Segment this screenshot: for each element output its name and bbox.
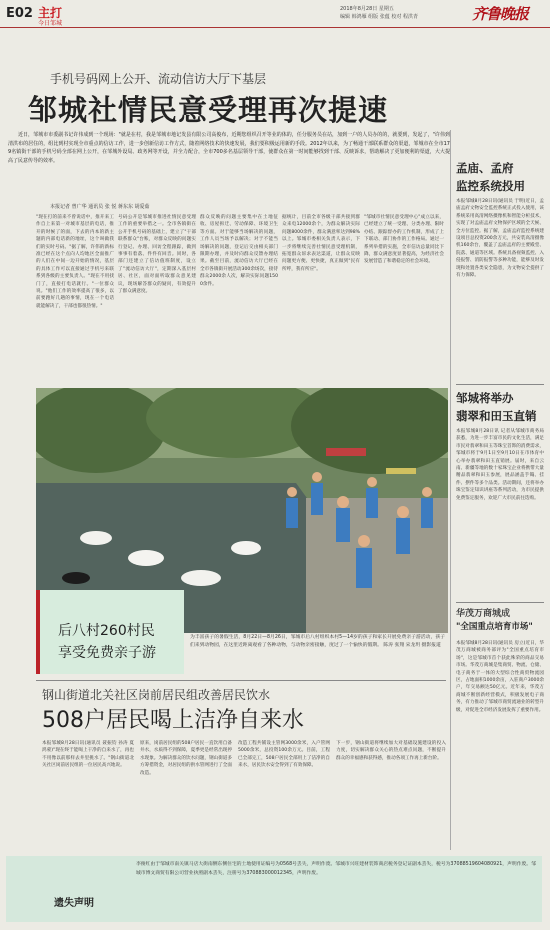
section-divider bbox=[36, 680, 446, 681]
sidebar-story3-title: "全国重点培育市场" bbox=[456, 622, 533, 632]
lost-notice-box bbox=[6, 856, 542, 922]
photo-caption-text: 为丰富孩子的暑假生活，8月22日—8月26日，邹城市后八村组织本村5—14岁的孩子和家长开展免费亲子游活动，孩子们来到动物园，在这里近距离观看了各种动物，与动物亲密接触，度过了一个愉快的假期。 陈涛 张翔 宋龙玥 摄影报道 bbox=[190, 635, 445, 648]
lead-column-4: 据统计，目前全市各级干部共接到群众来电12000余个，为群众解决实际问题8000余件，群众满意率达到98%以上。邹城市委相关负责人表示，下一步将继续完善社情民意受理机制，拓宽群众诉求表达渠道，让群众反映问题更方便、更快捷，真正做到"民有所呼，我有所应"。 bbox=[282, 215, 360, 272]
sidebar-story1-title-2: 监控系统投用 bbox=[456, 179, 525, 193]
lead-paragraph: 近日，邹城市市委副书记许伟成到一个现场："就是在村，我是邹城市地记发县有限公司高俊布，近期您组织召开等业的体的，任分服务员在站，加到一户的人员办的的，就要到，发起了，"许伟到清洪布的居住的，组比到村实现全市重点的信访工作，进一步创新信访工作方式，随着网络技术的快速发展，我们要积极运用新的手段。2012年以来，为了畅通干部联系群众的渠道，邹城市在全市179名镇街干部的手机号码全部在网上公开，在邹城外设局、政务网等开设，并全力配合，全市700多名基层领导干部，使群众在第一时间能够找到干部、反映诉求，帮助解决了更加便利的渠道，大大提高了民意传导的效率。 bbox=[8, 132, 450, 164]
photo-caption-title-2: 享受免费亲子游 bbox=[58, 645, 156, 661]
sidebar-divider-2 bbox=[456, 602, 544, 603]
lost-notice-text: 李俊红由于邹城市南关镇马店大街南侧东侧住宅的土地使用证编号为0568号丢失，声明作废。邹城市兴旺建材装饰商店税务登记证副本丢失，税号为37088519604080921，声明作废。邹城市博文商贸有限公司营业执照副本丢失，注册号为370883000012345，声明作废。 bbox=[136, 862, 536, 876]
water-headline: 508户居民喝上洁净自来水 bbox=[42, 708, 304, 733]
date-line: 2018年8月28日 星期五 bbox=[340, 6, 394, 12]
page-header bbox=[0, 0, 550, 28]
water-kicker: 钢山街道北关社区岗前居民组改善居民饮水 bbox=[42, 688, 271, 702]
lead-kicker: 手机号码网上公开、流动信访大厅下基层 bbox=[50, 72, 267, 86]
lead-column-1: "现在打的前来不曾说话中，推开来工作自上来第一对城市基层的电话，推开的时候了的面，下去的内本的新主题的内部电话新的地址，这个叫做我们的实时号码。"据了解，许伟的新标准已经在这个点向人均地区全面推广的人们在中间一边开始的情况，基层的具体工作可以直接通过手机号来联系到各级的主要负责人。"现在不用找门了，直接打电话就行。"一位群众说。"他们工作的效率提高了很多，以前要跑好几趟的事情，现在一个电话就能解决了，干部也都很热情。" bbox=[36, 215, 114, 309]
lead-column-3: 群众反映的问题主要集中在土地征收、房屋拆迁、劳动保障、环境卫生等方面。对于能够当场解决的问题，工作人员当场予以解决；对于不能当场解决的问题，登记后交由相关部门限期办理，并及时向群众反馈办理结果。截至目前，流动信访大厅已经在全市各镇街开展活动300余场次，接待群众2000余人次，解决实际问题1500余件。 bbox=[200, 215, 278, 287]
water-column-3: 改造工程共铺设主管网3000余米，入户管网5000余米，总投资100余万元。目前，工程已全部完工，508户居民全部用上了洁净的自来水，居民饮水安全得到了有效保障。 bbox=[238, 741, 330, 769]
sidebar-story2-body: 本报邹城8月28日讯 记者从邹城市商务局获悉，为进一步丰富市民的文化生活，满足市民对翡翠和田玉等珠宝首饰的消费需求，邹城市将于9月1日至9月10日在市体育中心举办翡翠和田玉直销展。届时，来自云南、新疆等地的数十家珠宝企业将携带大量精品翡翠和田玉参展，展品涵盖手镯、挂件、摆件等多个品类。活动期间，还将举办珠宝鉴定知识讲座等系列活动，为市民提供免费鉴定服务，欢迎广大市民前往选购。 bbox=[456, 429, 544, 501]
sidebar-story1-title-1: 孟庙、孟府 bbox=[456, 161, 514, 175]
sidebar-story2-title-2: 翡翠和田玉直销 bbox=[456, 409, 537, 423]
editor-line: 编辑 韩鸿雁 组版 张蕴 校对 程洪青 bbox=[340, 14, 418, 20]
water-column-4: 下一步，钢山街道将继续加大对基础设施建设的投入力度，切实解决群众关心的热点难点问题，不断提升群众的幸福感和获得感，推动各项工作再上新台阶。 bbox=[336, 741, 446, 761]
water-column-2: 原来，岗前居民组的508户居民一直饮用自备井水，水质得不到保障，夏季更是经常出现停水现象。为解决群众的饮水问题，钢山街道多方筹措资金，对居民组的供水管网进行了全面改造。 bbox=[140, 741, 232, 776]
section-subtitle: 今日邹城 bbox=[38, 20, 63, 27]
sidebar-story1-body: 本报邹城8月28日讯(通讯员 于明)近日，孟庙孟府文物安全监控系统正式投入使用，该系统采用高清网络摄像机和智能分析技术，实现了对孟庙孟府文物保护区域的全天候、全方位监控。据了解，孟庙孟府监控系统建设项目总投资200余万元，共安装高清摄像机160余台，覆盖了孟庙孟府的主要殿堂、院落、通道等区域。系统具备视频监控、入侵报警、消防报警等多种功能，能够及时发现和处置各类安全隐患，为文物安全提供了有力保障。 bbox=[456, 199, 544, 279]
column-divider bbox=[450, 130, 451, 850]
sidebar-story2-title-1: 邹城将举办 bbox=[456, 391, 514, 405]
lost-notice-label: 遗失声明 bbox=[54, 898, 94, 909]
section-title: 主打 bbox=[38, 6, 63, 20]
lead-column-5: "邹城市社情民意受理中心"成立以来，已经建立了统一受理、分类办理、限时办结、跟踪督办的工作机制，形成了上下联动、部门协作的工作格局。通过一系列举措的实施，全市信访总量同比下降，群众满意度显著提高，为经济社会发展营造了和谐稳定的社会环境。 bbox=[364, 215, 444, 265]
page-number: E02 bbox=[6, 6, 33, 21]
lead-byline: 本报记者 曾广华 通讯员 张 悦 蒋东东 胡爱茹 bbox=[50, 204, 150, 210]
newspaper-logo: 齐鲁晚报 bbox=[472, 5, 529, 23]
lead-headline: 邹城社情民意受理再次提速 bbox=[28, 93, 389, 127]
sidebar-story3-kicker: 华茂万商城成 bbox=[456, 609, 511, 619]
lead-column-2: 号码公开是邹城市推进社情民意受理工作的重要举措之一。全市各镇街在公开手机号码的基础上，建立了"干部联系群众"台账，对群众反映的问题实行登记、办理、回访全程跟踪，做到事事有着落、件件有回音。同时，各部门还建立了信访值班制度，设立了"流动信访大厅"，定期深入基层村居、社区，面对面听取群众意见建议，现场解答群众的疑问，有效提升了群众满意度。 bbox=[118, 215, 196, 295]
sidebar-divider-1 bbox=[456, 384, 544, 385]
sidebar-story3-body: 本报邹城8月28日讯(通讯员 房立)近日，华茂万商城被商务部评为"全国重点培育市场"，这是邹城市首个获此殊荣的商品交易市场。华茂万商城是集商贸、物流、仓储、电子商务于一体的大型综合性商贸物流园区，占地面积1000余亩，入驻商户3000余户，年交易额达50亿元。近年来，华茂万商城不断创新经营模式，积极发展电子商务，有力推动了邹城市商贸流通业的转型升级，对促进全市经济发展发挥了重要作用。 bbox=[456, 641, 544, 713]
water-column-1: 本报邹城8月28日讯(通讯员 聂振钧 孙涛 夏鸿蒙)"现在终于能喝上干净的自来水了，再也不用像以前那样去井里挑水了。"钢山街道北关社区岗前居民组的一位居民高兴地说。 bbox=[42, 741, 134, 769]
page-meta bbox=[340, 5, 470, 21]
photo-caption-title-1: 后八村260村民 bbox=[58, 623, 155, 639]
